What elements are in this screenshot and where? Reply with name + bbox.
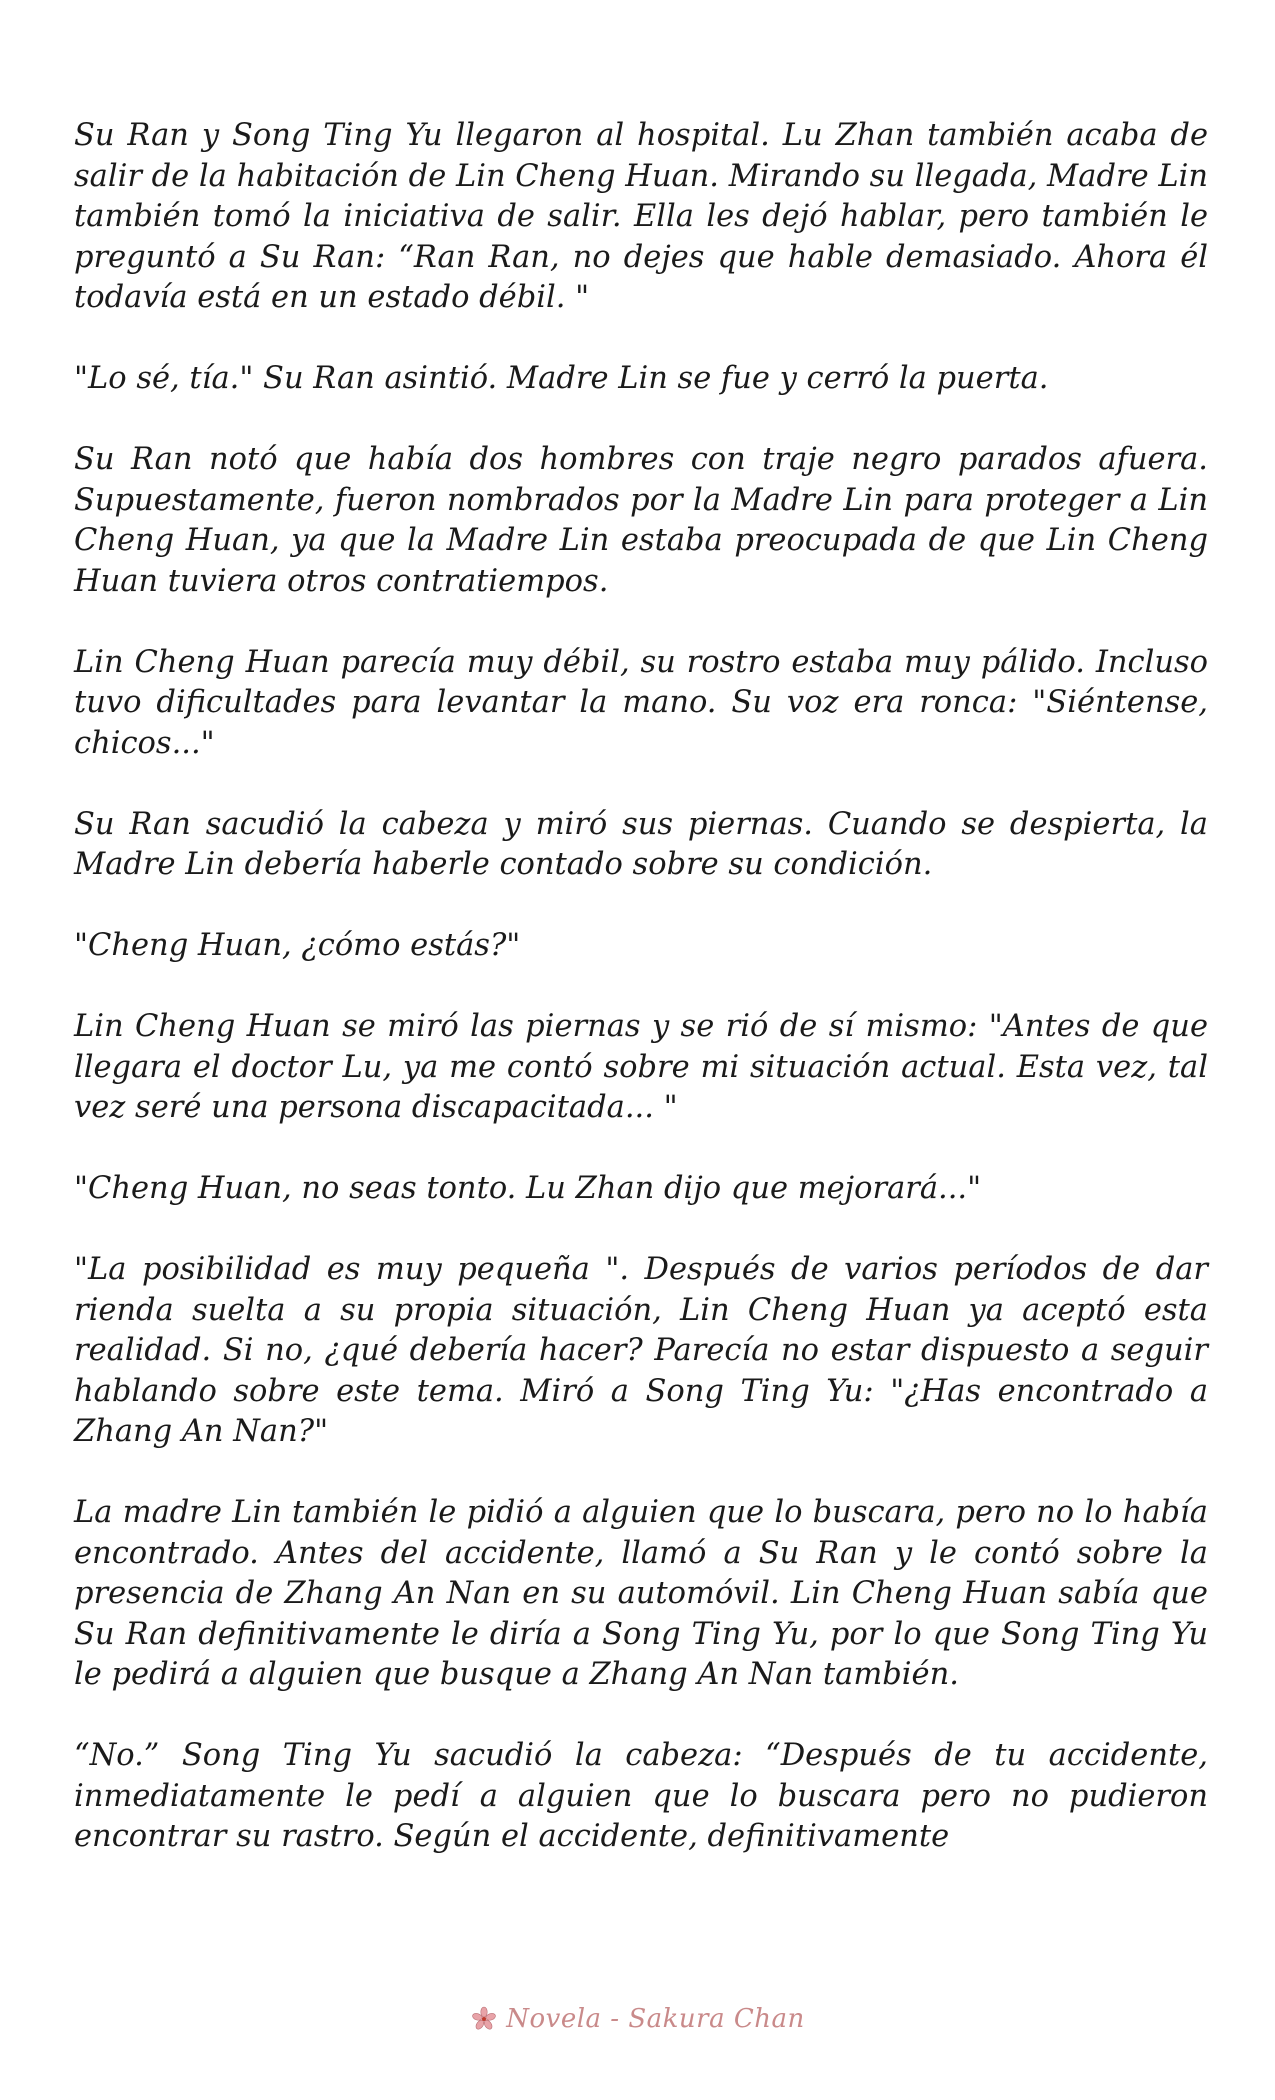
sakura-flower-icon xyxy=(470,2005,498,2033)
paragraph: Lin Cheng Huan se miró las piernas y se rió de sí mismo: "Antes de que llegara el doctor Lu, ya me contó sobre mi situación actual. Esta vez, tal vez seré una persona discapacitada... " xyxy=(74,1009,1208,1125)
footer-credit: Novela - Sakura Chan xyxy=(506,2004,805,2034)
page-footer xyxy=(0,2004,1275,2034)
document-body xyxy=(74,116,1208,1898)
paragraph: Su Ran notó que había dos hombres con traje negro parados afuera. Supuestamente, fueron nombrados por la Madre Lin para proteger a Lin Cheng Huan, ya que la Madre Lin estaba preocupada de que Lin Cheng Huan tuviera otros contratiempos. xyxy=(74,442,1208,599)
paragraph: Su Ran sacudió la cabeza y miró sus piernas. Cuando se despierta, la Madre Lin debería haberle contado sobre su condición. xyxy=(74,806,1208,882)
paragraph: Su Ran y Song Ting Yu llegaron al hospital. Lu Zhan también acaba de salir de la habitación de Lin Cheng Huan. Mirando su llegada, Madre Lin también tomó la iniciativa de salir. Ella les dejó hablar, pero también le preguntó a Su Ran: “Ran Ran, no dejes que hable demasiado. Ahora él todavía está en un estado débil. " xyxy=(74,118,1208,315)
paragraph: “No.” Song Ting Yu sacudió la cabeza: “Después de tu accidente, inmediatamente le pedí a alguien que lo buscara pero no pudieron encontrar su rastro. Según el accidente, definitivamente xyxy=(74,1738,1208,1854)
paragraph: "Lo sé, tía." Su Ran asintió. Madre Lin se fue y cerró la puerta. xyxy=(74,361,1049,396)
paragraph: "Cheng Huan, ¿cómo estás?" xyxy=(74,928,521,963)
paragraph: "La posibilidad es muy pequeña ". Después de varios períodos de dar rienda suelta a su propia situación, Lin Cheng Huan ya aceptó esta realidad. Si no, ¿qué debería hacer? Parecía no estar dispuesto a seguir hablando sobre este tema. Miró a Song Ting Yu: "¿Has encontrado a Zhang An Nan?" xyxy=(74,1252,1208,1449)
paragraph: La madre Lin también le pidió a alguien que lo buscara, pero no lo había encontrado. Antes del accidente, llamó a Su Ran y le contó sobre la presencia de Zhang An Nan en su automóvil. Lin Cheng Huan sabía que Su Ran definitivamente le diría a Song Ting Yu, por lo que Song Ting Yu le pedirá a alguien que busque a Zhang An Nan también. xyxy=(74,1495,1208,1692)
paragraph: Lin Cheng Huan parecía muy débil, su rostro estaba muy pálido. Incluso tuvo dificultades para levantar la mano. Su voz era ronca: "Siéntense, chicos..." xyxy=(74,644,1208,761)
paragraph: "Cheng Huan, no seas tonto. Lu Zhan dijo que mejorará..." xyxy=(74,1171,982,1206)
